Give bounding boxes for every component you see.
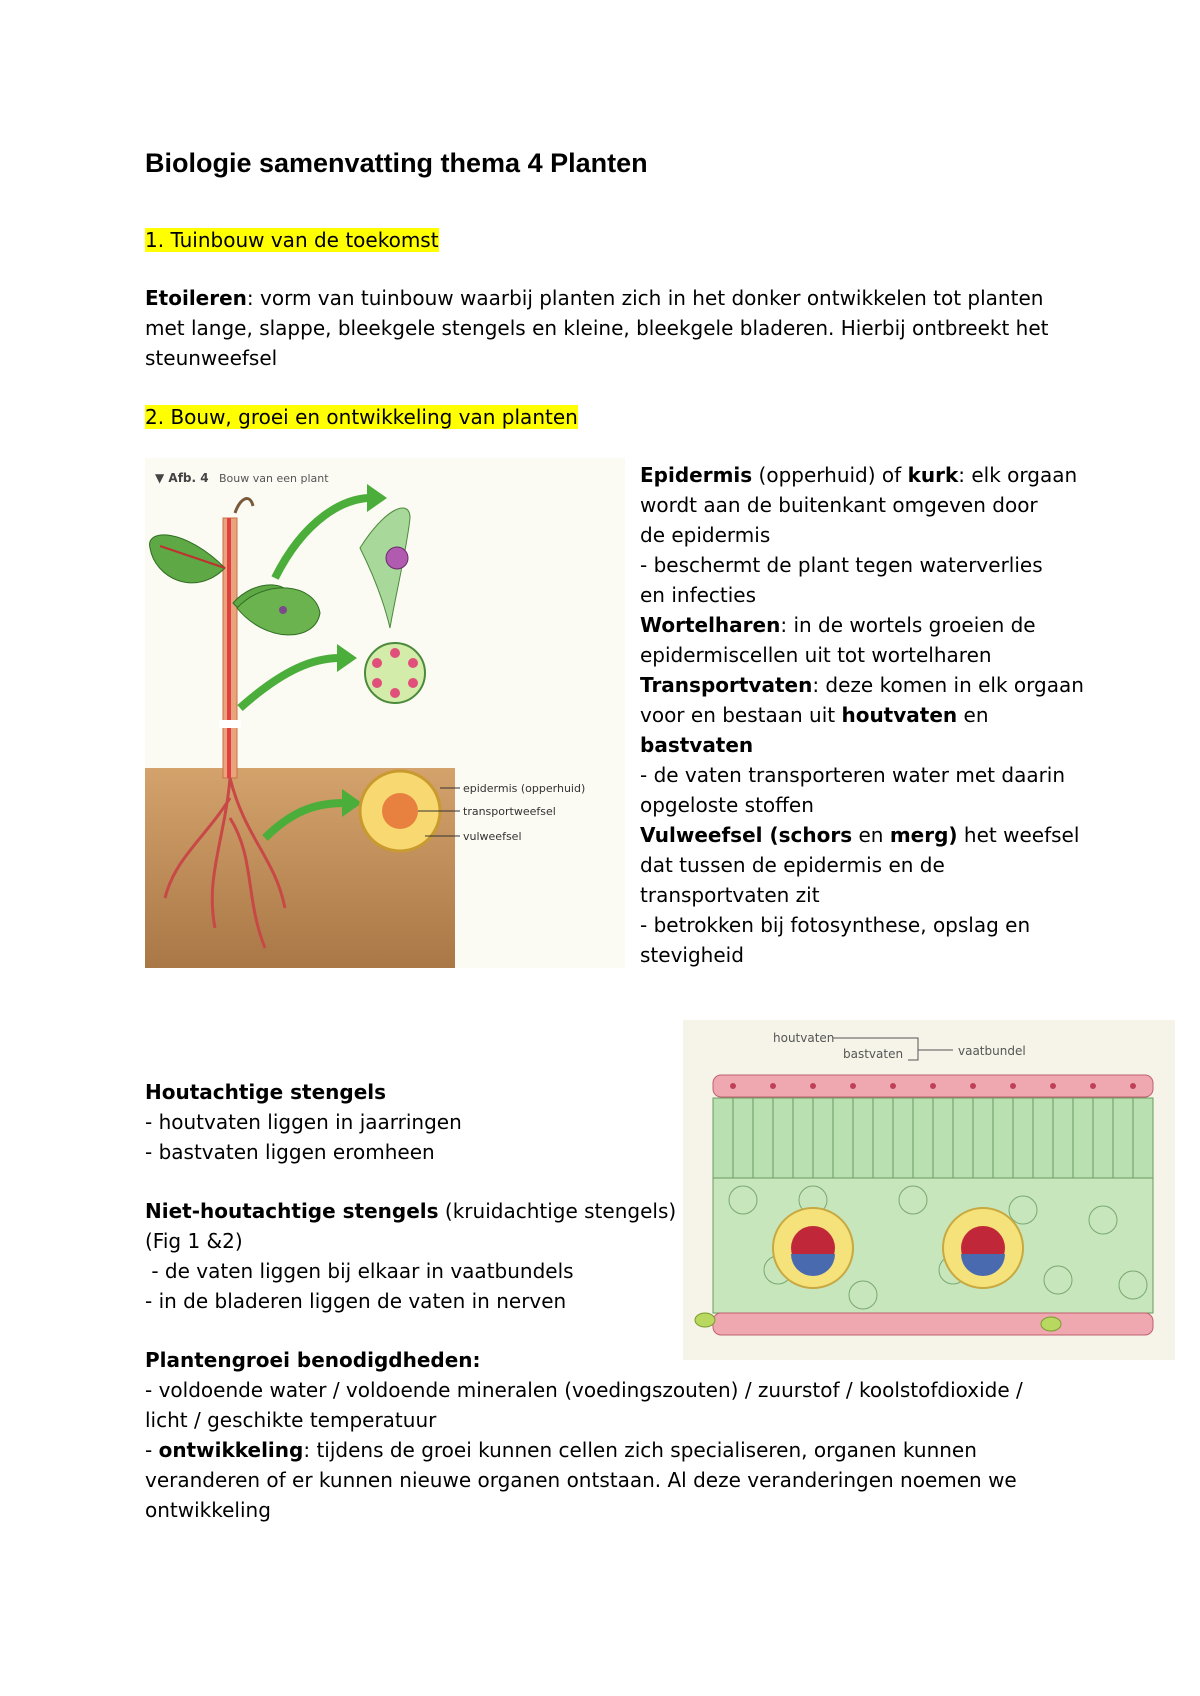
plant-structure-figure: [145, 458, 625, 968]
section-heading-2-text: 2. Bouw, groei en ontwikkeling van planten: [145, 405, 578, 429]
plantengroei-heading: [145, 1345, 481, 1375]
lower-epidermis: [713, 1313, 1153, 1335]
plantengroei-line-2: licht / geschikte temperatuur: [145, 1408, 437, 1432]
rc-line-13-a: (: [762, 823, 779, 847]
rc-line-13-b: en: [852, 823, 890, 847]
term-transportvaten: Transportvaten: [640, 673, 813, 697]
term-wortelharen: Wortelharen: [640, 613, 781, 637]
label-vulweefsel: vulweefsel: [463, 830, 522, 843]
houtachtig-heading-text: Houtachtige stengels: [145, 1080, 387, 1104]
label-epidermis: epidermis (opperhuid): [463, 782, 586, 795]
leaf-section-mark: [279, 606, 287, 614]
niet-houtachtig-line-3: - de vaten liggen bij elkaar in vaatbundels: [145, 1259, 574, 1283]
rc-line-1: [640, 460, 1077, 490]
plantengroei-line-1: - voldoende water / voldoende mineralen (voedingszouten) / zuurstof / koolstofdioxide /: [145, 1378, 1023, 1402]
houtachtig-line-2: - bastvaten liggen eromheen: [145, 1140, 435, 1164]
rc-line-11: - de vaten transporteren water met daarin: [640, 763, 1066, 787]
rc-epidermis-paren: (opperhuid) of: [752, 463, 908, 487]
root-transport-tissue: [382, 793, 418, 829]
etoileren-line-2: met lange, slappe, bleekgele stengels en kleine, bleekgele bladeren. Hierbij ontbreekt het: [145, 316, 1049, 340]
term-houtvaten: houtvaten: [841, 703, 958, 727]
rc-line-13-d: het weefsel: [957, 823, 1080, 847]
page-title: Biologie samenvatting thema 4 Planten: [145, 148, 648, 178]
rc-line-6: [640, 610, 1036, 640]
rc-line-2: wordt aan de buitenkant omgeven door: [640, 493, 1038, 517]
plantengroei-line-3: [145, 1435, 977, 1465]
term-schors: schors: [778, 823, 853, 847]
etoileren-line-1: [145, 283, 1043, 313]
rc-line-9-b: en: [957, 703, 989, 727]
rc-line-8-rest: : deze komen in elk orgaan: [812, 673, 1084, 697]
houtachtig-line-1: - houtvaten liggen in jaarringen: [145, 1110, 462, 1134]
rc-line-13-c: ): [948, 823, 958, 847]
figure-caption: Bouw van een plant: [219, 472, 329, 485]
rc-line-13: [640, 820, 1079, 850]
houtachtig-heading: [145, 1077, 386, 1107]
rc-line-5: en infecties: [640, 583, 757, 607]
rc-line-17: stevigheid: [640, 943, 744, 967]
term-ontwikkeling: ontwikkeling: [158, 1438, 304, 1462]
rc-line-9: [640, 700, 989, 730]
leaf-cross-section-figure: [683, 1020, 1175, 1360]
cell-nucleus: [386, 547, 408, 569]
palisade-cell-walls: [733, 1098, 1133, 1178]
rc-line-4: - beschermt de plant tegen waterverlies: [640, 553, 1043, 577]
rc-line-9-a: voor en bestaan uit: [640, 703, 842, 727]
stem-vessel: [227, 518, 231, 778]
rc-line-3: de epidermis: [640, 523, 771, 547]
rc-line-8: [640, 670, 1084, 700]
plantengroei-heading-text: Plantengroei benodigdheden:: [145, 1348, 481, 1372]
etoileren-term: Etoileren: [145, 286, 247, 310]
section-heading-1-text: 1. Tuinbouw van de toekomst: [145, 228, 439, 252]
plantengroei-line-3-b: : tijdens de groei kunnen cellen zich specialiseren, organen kunnen: [303, 1438, 977, 1462]
etoileren-text-1: : vorm van tuinbouw waarbij planten zich in het donker ontwikkelen tot planten: [246, 286, 1044, 310]
term-epidermis: Epidermis: [640, 463, 753, 487]
label-transportweefsel: transportweefsel: [463, 805, 556, 818]
plantengroei-line-5: ontwikkeling: [145, 1498, 271, 1522]
niet-houtachtig-paren: (kruidachtige stengels): [438, 1199, 677, 1223]
label-vaatbundel: vaatbundel: [958, 1044, 1026, 1058]
etoileren-line-3: steunweefsel: [145, 346, 278, 370]
rc-line-6-rest: : in de wortels groeien de: [780, 613, 1036, 637]
label-houtvaten: houtvaten: [773, 1031, 835, 1045]
stem-break: [219, 720, 241, 728]
section-heading-1: [145, 225, 439, 255]
niet-houtachtig-line-2: (Fig 1 &2): [145, 1229, 243, 1253]
label-bastvaten: bastvaten: [843, 1047, 904, 1061]
rc-line-16: - betrokken bij fotosynthese, opslag en: [640, 913, 1031, 937]
rc-line-12: opgeloste stoffen: [640, 793, 814, 817]
term-vulweefsel: Vulweefsel: [640, 823, 763, 847]
rc-line-7: epidermiscellen uit tot wortelharen: [640, 643, 992, 667]
niet-houtachtig-heading: [145, 1196, 676, 1226]
rc-line-1-rest: : elk orgaan: [958, 463, 1078, 487]
plantengroei-line-4: veranderen of er kunnen nieuwe organen ontstaan. Al deze veranderingen noemen we: [145, 1468, 1017, 1492]
niet-houtachtig-term: Niet-houtachtige stengels: [145, 1199, 439, 1223]
term-bastvaten: bastvaten: [640, 733, 754, 757]
term-merg: merg: [889, 823, 949, 847]
guard-cell-right: [1041, 1317, 1061, 1331]
term-kurk: kurk: [907, 463, 959, 487]
rc-line-10: [640, 730, 753, 760]
section-heading-2: [145, 402, 578, 432]
niet-houtachtig-line-4: - in de bladeren liggen de vaten in nerven: [145, 1289, 567, 1313]
rc-line-15: transportvaten zit: [640, 883, 820, 907]
plantengroei-line-3-a: -: [145, 1438, 159, 1462]
guard-cell-left: [695, 1313, 715, 1327]
figure-caption-prefix: ▼ Afb. 4: [155, 471, 209, 485]
rc-line-14: dat tussen de epidermis en de: [640, 853, 945, 877]
